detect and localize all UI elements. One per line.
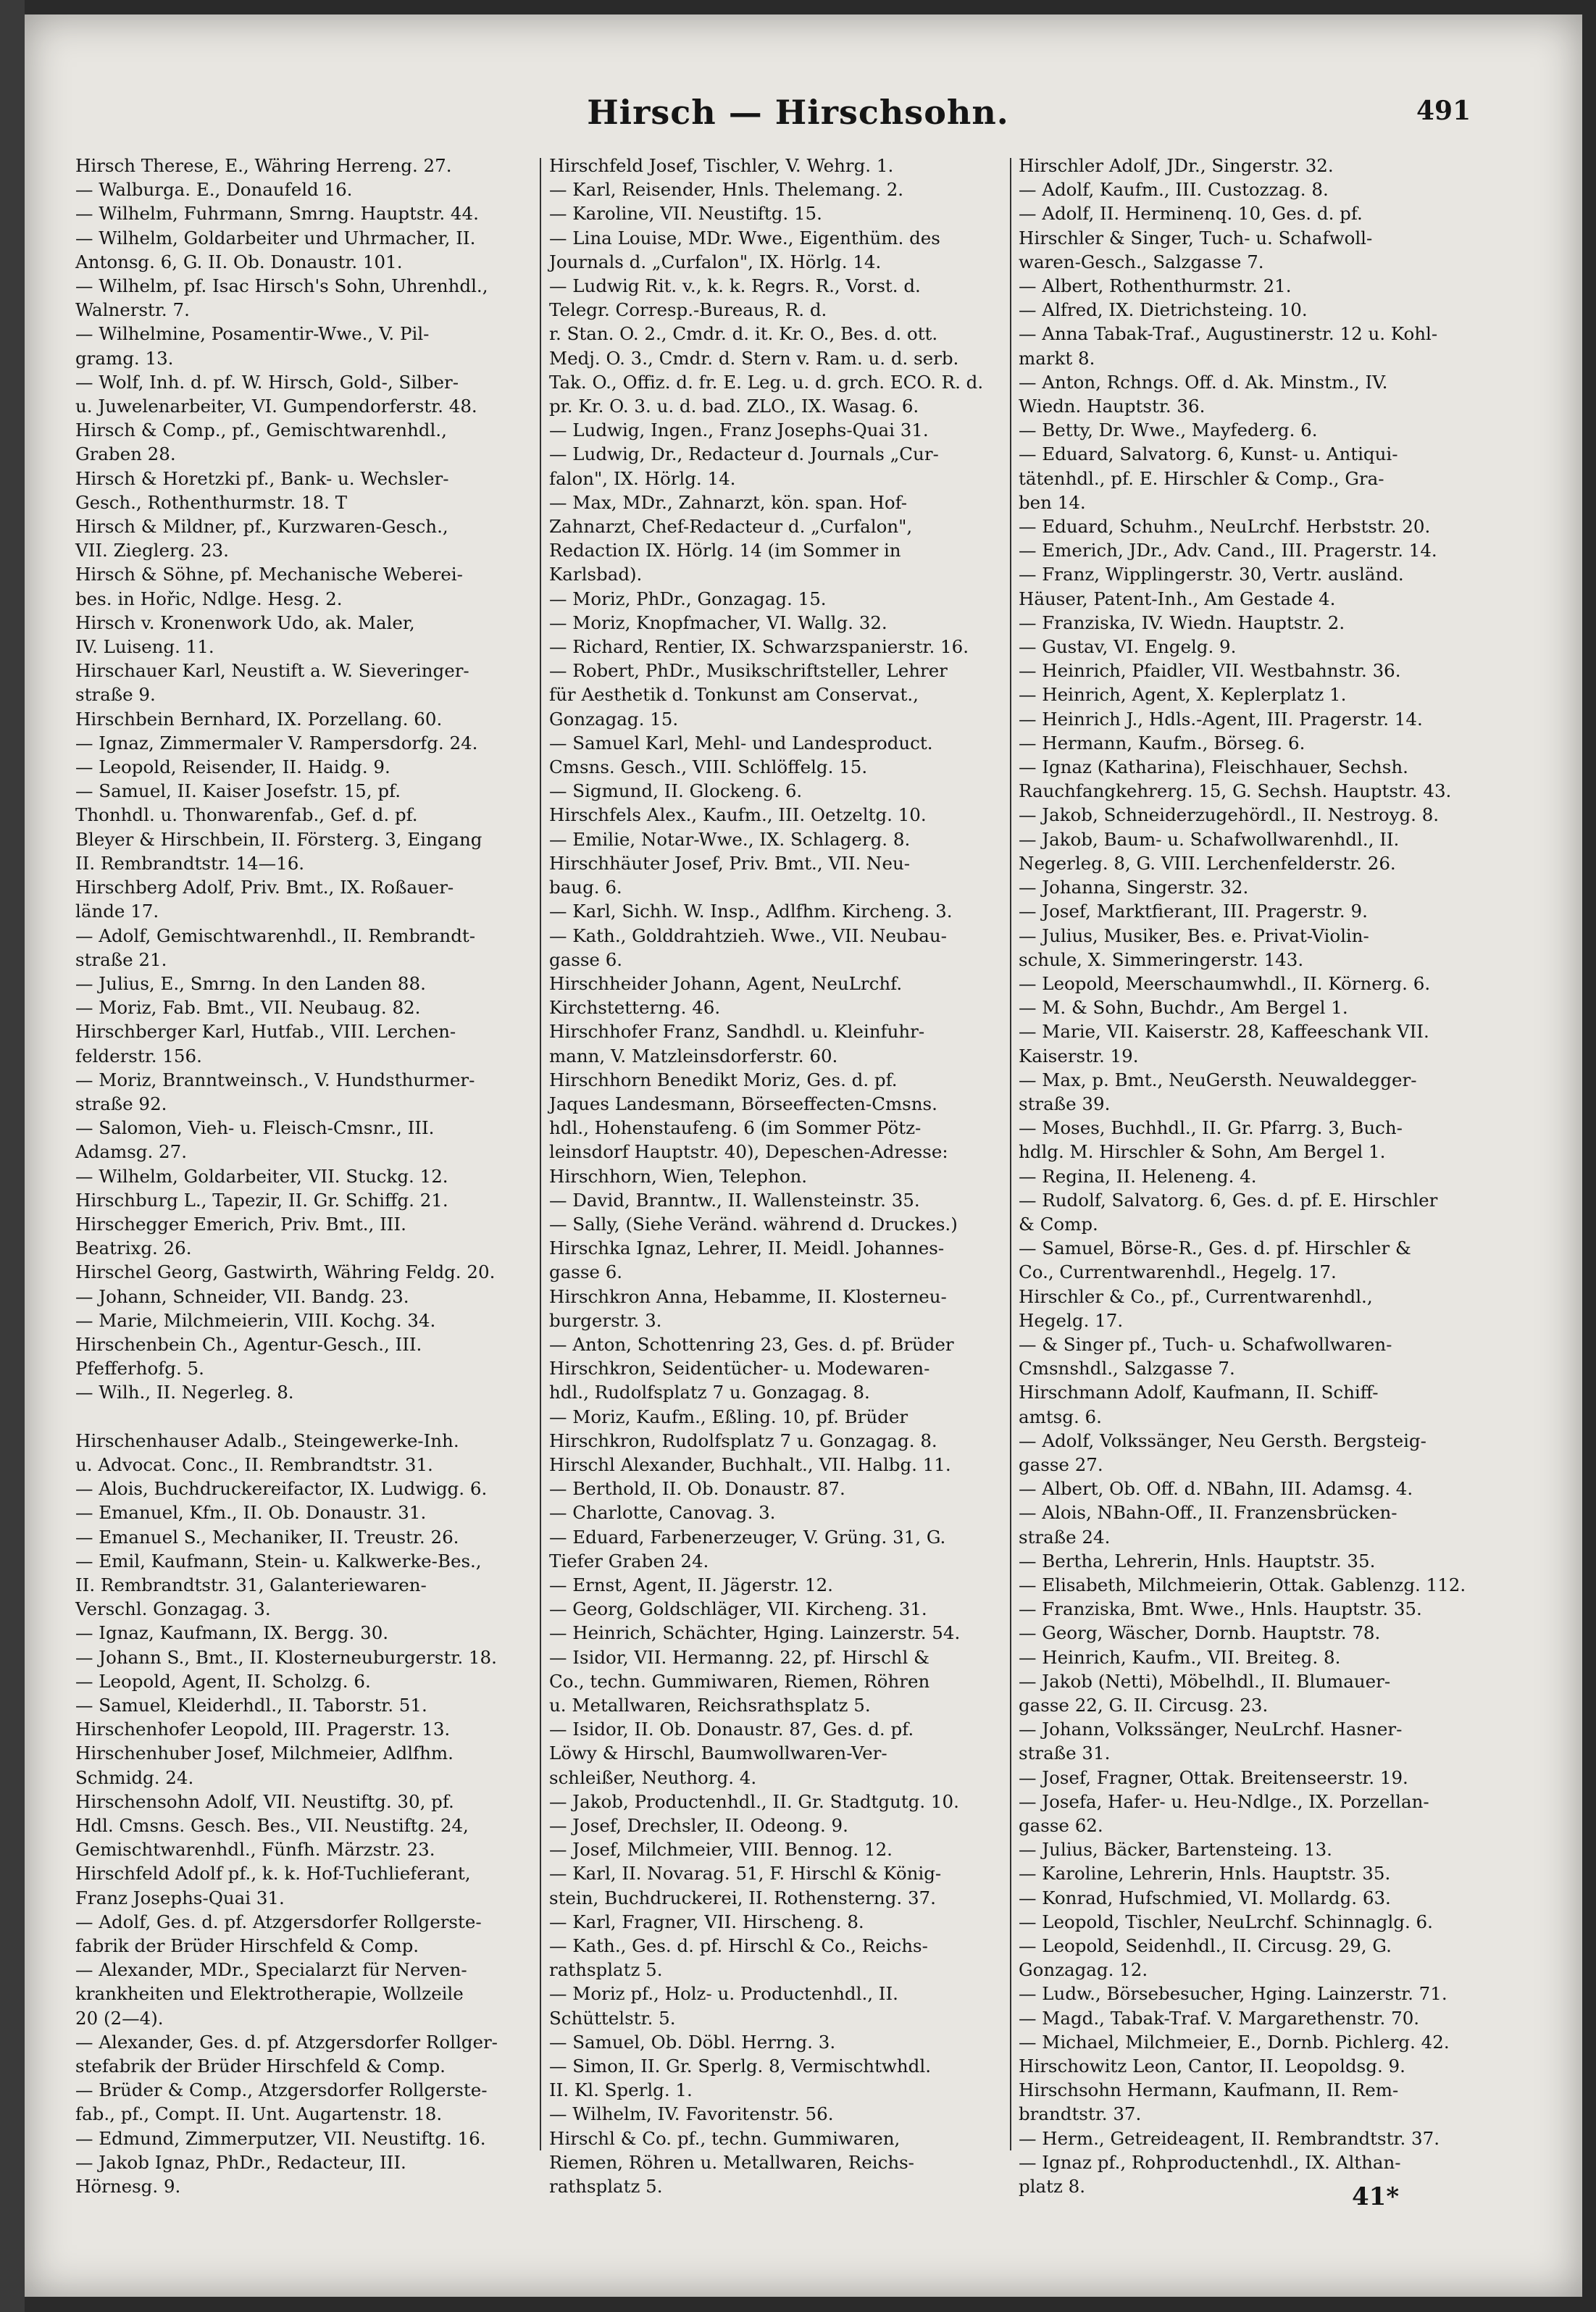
directory-entry-line: — Josef, Fragner, Ottak. Breitenseerstr. 19. xyxy=(1019,1766,1408,1788)
directory-entry-line: Walnerstr. 7. xyxy=(75,299,190,321)
directory-entry-line: — Ludwig, Ingen., Franz Josephs-Quai 31. xyxy=(549,420,929,441)
directory-entry-line: — Moriz, Kaufm., Eßling. 10, pf. Brüder xyxy=(549,1406,908,1427)
directory-entry-line: — Adolf, Gemischtwarenhdl., II. Rembrandt- xyxy=(75,925,476,946)
directory-entry-line: II. Rembrandtstr. 14—16. xyxy=(75,852,305,874)
directory-entry-line: — Karl, Fragner, VII. Hirscheng. 8. xyxy=(549,1911,864,1932)
directory-entry-line: Beatrixg. 26. xyxy=(75,1238,192,1259)
directory-entry-line: Hirsch Therese, E., Währing Herreng. 27. xyxy=(75,155,452,176)
directory-entry-line: — Josefa, Hafer- u. Heu-Ndlge., IX. Porzellan- xyxy=(1019,1790,1429,1812)
directory-entry-line: hdl., Rudolfsplatz 7 u. Gonzagag. 8. xyxy=(549,1382,870,1403)
directory-entry-line: straße 92. xyxy=(75,1093,167,1114)
directory-entry-line: — Franz, Wipplingerstr. 30, Vertr. ausländ. xyxy=(1019,564,1404,585)
directory-entry-line: — Wilhelm, Goldarbeiter und Uhrmacher, II. xyxy=(75,227,476,249)
directory-entry-line: für Aesthetik d. Tonkunst am Conservat., xyxy=(549,684,919,706)
directory-entry-line: Hirsch & Horetzki pf., Bank- u. Wechsler- xyxy=(75,467,449,489)
directory-entry-line: — Georg, Wäscher, Dornb. Hauptstr. 78. xyxy=(1019,1622,1381,1644)
directory-entry-line: — Josef, Marktfierant, III. Pragerstr. 9. xyxy=(1019,901,1368,922)
directory-entry-line: — Johanna, Singerstr. 32. xyxy=(1019,877,1249,898)
directory-entry-line: — Berthold, II. Ob. Donaustr. 87. xyxy=(549,1478,845,1500)
directory-entry-line: gasse 22, G. II. Circusg. 23. xyxy=(1019,1695,1269,1716)
directory-entry-line: — Johann S., Bmt., II. Klosterneuburgerstr. 18. xyxy=(75,1646,497,1668)
directory-entry-line: — Franziska, Bmt. Wwe., Hnls. Hauptstr. 35. xyxy=(1019,1598,1422,1620)
scan-left-edge xyxy=(0,0,25,2312)
directory-entry-line: platz 8. xyxy=(1019,2176,1086,2198)
directory-entry-line: Löwy & Hirschl, Baumwollwaren-Ver- xyxy=(549,1743,887,1764)
directory-entry-line: — Edmund, Zimmerputzer, VII. Neustiftg. 16. xyxy=(75,2127,486,2149)
directory-entry-line: — Heinrich J., Hdls.-Agent, III. Pragerstr. 14. xyxy=(1019,708,1423,730)
directory-entry-line: 20 (2—4). xyxy=(75,2007,164,2029)
directory-entry-line: Tiefer Graben 24. xyxy=(549,1550,709,1572)
directory-entry-line: Hirschmann Adolf, Kaufmann, II. Schiff- xyxy=(1019,1382,1379,1403)
directory-entry-line: Hirschenhuber Josef, Milchmeier, Adlfhm. xyxy=(75,1743,454,1764)
directory-entry-line: Co., techn. Gummiwaren, Riemen, Röhren xyxy=(549,1670,930,1692)
directory-entry-line: ben 14. xyxy=(1019,491,1086,513)
directory-entry-line: — Kath., Ges. d. pf. Hirschl & Co., Reichs- xyxy=(549,1935,928,1957)
directory-entry-line: — Alexander, Ges. d. pf. Atzgersdorfer Rollger- xyxy=(75,2031,498,2053)
directory-entry-line: — Samuel, Ob. Döbl. Herrng. 3. xyxy=(549,2031,836,2053)
directory-entry-line: — Leopold, Tischler, NeuLrchf. Schinnaglg. 6. xyxy=(1019,1911,1433,1932)
directory-entry-line: — Wolf, Inh. d. pf. W. Hirsch, Gold-, Silber- xyxy=(75,371,459,393)
directory-entry-line: Journals d. „Curfalon", IX. Hörlg. 14. xyxy=(549,251,882,272)
directory-entry-line: Hörnesg. 9. xyxy=(75,2176,181,2198)
directory-entry-line: Hirsch v. Kronenwork Udo, ak. Maler, xyxy=(75,612,415,633)
directory-entry-line: Negerleg. 8, G. VIII. Lerchenfelderstr. 26. xyxy=(1019,852,1396,874)
directory-entry-line: Hirschkron, Seidentücher- u. Modewaren- xyxy=(549,1358,930,1380)
directory-entry-line: — Ludwig Rit. v., k. k. Regrs. R., Vorst. d. xyxy=(549,275,921,297)
directory-entry-line: — Sally, (Siehe Veränd. während d. Druckes.) xyxy=(549,1213,958,1235)
directory-entry-line: gasse 27. xyxy=(1019,1453,1103,1475)
directory-entry-line: Wiedn. Hauptstr. 36. xyxy=(1019,396,1206,417)
directory-entry-line: — Bertha, Lehrerin, Hnls. Hauptstr. 35. xyxy=(1019,1550,1376,1572)
directory-entry-line: — Samuel, II. Kaiser Josefstr. 15, pf. xyxy=(75,780,401,802)
directory-entry-line: rathsplatz 5. xyxy=(549,1959,663,1981)
directory-entry-line: — Moriz, Fab. Bmt., VII. Neubaug. 82. xyxy=(75,997,421,1019)
directory-entry-line: Schmidg. 24. xyxy=(75,1766,194,1788)
directory-entry-line: II. Rembrandtstr. 31, Galanteriewaren- xyxy=(75,1574,427,1595)
directory-entry-line: Co., Currentwarenhdl., Hegelg. 17. xyxy=(1019,1261,1337,1283)
directory-entry-line: — Karl, II. Novarag. 51, F. Hirschl & König- xyxy=(549,1863,942,1885)
directory-entry-line: Gonzagag. 12. xyxy=(1019,1959,1148,1981)
directory-entry-line: — Samuel, Kleiderhdl., II. Taborstr. 51. xyxy=(75,1695,427,1716)
directory-entry-line: Riemen, Röhren u. Metallwaren, Reichs- xyxy=(549,2151,914,2173)
directory-entry-line: — Wilhelm, pf. Isac Hirsch's Sohn, Uhrenhdl., xyxy=(75,275,488,297)
directory-entry-line: — Moriz, PhDr., Gonzagag. 15. xyxy=(549,588,827,609)
directory-entry-line: gramg. 13. xyxy=(75,347,174,369)
directory-entry-line: — Franziska, IV. Wiedn. Hauptstr. 2. xyxy=(1019,612,1345,633)
directory-entry-line: Hirschel Georg, Gastwirth, Währing Feldg. 20. xyxy=(75,1261,496,1283)
directory-entry-line: Gesch., Rothenthurmstr. 18. T xyxy=(75,491,348,513)
directory-entry-line: — Ludwig, Dr., Redacteur d. Journals „Cur- xyxy=(549,443,939,465)
directory-entry-line: Hirschenhofer Leopold, III. Pragerstr. 13. xyxy=(75,1719,451,1740)
directory-entry-line: Hirsch & Söhne, pf. Mechanische Weberei- xyxy=(75,564,463,585)
directory-entry-line: Hdl. Cmsns. Gesch. Bes., VII. Neustiftg. 24, xyxy=(75,1815,469,1837)
directory-entry-line: Hirschka Ignaz, Lehrer, II. Meidl. Johannes- xyxy=(549,1238,945,1259)
directory-entry-line: — Karoline, Lehrerin, Hnls. Hauptstr. 35. xyxy=(1019,1863,1391,1885)
directory-entry-line: u. Advocat. Conc., II. Rembrandtstr. 31. xyxy=(75,1453,433,1475)
directory-entry-line: — Emanuel S., Mechaniker, II. Treustr. 26. xyxy=(75,1526,459,1548)
directory-entry-line: stefabrik der Brüder Hirschfeld & Comp. xyxy=(75,2056,446,2077)
directory-entry-line: — Moriz, Knopfmacher, VI. Wallg. 32. xyxy=(549,612,887,633)
signature-mark: 41* xyxy=(1352,2182,1400,2211)
directory-entry-line: — Lina Louise, MDr. Wwe., Eigenthüm. des xyxy=(549,227,940,249)
directory-entry-line: Hirsch & Comp., pf., Gemischtwarenhdl., xyxy=(75,420,447,441)
column-divider xyxy=(540,158,541,2150)
directory-entry-line: — Heinrich, Agent, X. Keplerplatz 1. xyxy=(1019,684,1347,706)
directory-entry-line: burgerstr. 3. xyxy=(549,1309,662,1331)
directory-entry-line: felderstr. 156. xyxy=(75,1045,202,1067)
directory-entry-line: — Emil, Kaufmann, Stein- u. Kalkwerke-Bes., xyxy=(75,1550,482,1572)
directory-entry-line: — Herm., Getreideagent, II. Rembrandtstr. 37. xyxy=(1019,2127,1440,2149)
directory-entry-line: — Kath., Golddrahtzieh. Wwe., VII. Neubau- xyxy=(549,925,947,946)
directory-entry-line: — Alexander, MDr., Specialarzt für Nerven- xyxy=(75,1959,467,1981)
directory-entry-line: straße 39. xyxy=(1019,1093,1111,1114)
directory-entry-line: Hirschler & Co., pf., Currentwarenhdl., xyxy=(1019,1285,1373,1307)
directory-entry-line: — Leopold, Seidenhdl., II. Circusg. 29, G. xyxy=(1019,1935,1392,1957)
directory-entry-line: — Marie, Milchmeierin, VIII. Kochg. 34. xyxy=(75,1309,436,1331)
entry-column-left xyxy=(75,154,532,2198)
directory-entry-line: — Leopold, Meerschaumwhdl., II. Körnerg. 6. xyxy=(1019,972,1431,994)
directory-entry-line: Hirschkron Anna, Hebamme, II. Klosterneu- xyxy=(549,1285,947,1307)
directory-entry-line: — Moriz pf., Holz- u. Productenhdl., II. xyxy=(549,1983,898,2005)
directory-entry-line: — Adolf, Volkssänger, Neu Gersth. Bergsteig- xyxy=(1019,1430,1426,1451)
directory-entry-line: Verschl. Gonzagag. 3. xyxy=(75,1598,271,1620)
directory-entry-line: — Alois, NBahn-Off., II. Franzensbrücken- xyxy=(1019,1502,1397,1524)
directory-entry-line: — Emerich, JDr., Adv. Cand., III. Pragerstr. 14. xyxy=(1019,540,1437,562)
page-number: 491 xyxy=(1416,96,1471,126)
directory-entry-line: Hirschfels Alex., Kaufm., III. Oetzeltg. 10. xyxy=(549,804,927,826)
directory-entry-line: Gemischtwarenhdl., Fünfh. Märzstr. 23. xyxy=(75,1839,435,1861)
directory-entry-line: IV. Luiseng. 11. xyxy=(75,636,214,658)
directory-entry-line: straße 21. xyxy=(75,948,167,970)
directory-entry-line: — Ignaz, Kaufmann, IX. Bergg. 30. xyxy=(75,1622,389,1644)
directory-entry-line: — Johann, Schneider, VII. Bandg. 23. xyxy=(75,1285,409,1307)
directory-entry-line: Medj. O. 3., Cmdr. d. Stern v. Ram. u. d. serb. xyxy=(549,347,959,369)
entry-column-middle xyxy=(549,154,1006,2198)
directory-entry-line: — Anna Tabak-Traf., Augustinerstr. 12 u. Kohl- xyxy=(1019,323,1438,345)
directory-entry-line: Hirschsohn Hermann, Kaufmann, II. Rem- xyxy=(1019,2079,1399,2101)
directory-entry-line: Jaques Landesmann, Börseeffecten-Cmsns. xyxy=(549,1093,937,1114)
directory-entry-line: brandtstr. 37. xyxy=(1019,2103,1142,2125)
directory-entry-line: — Jakob Ignaz, PhDr., Redacteur, III. xyxy=(75,2151,406,2173)
directory-entry-line: Cmsnshdl., Salzgasse 7. xyxy=(1019,1358,1235,1380)
directory-entry-line: — Ernst, Agent, II. Jägerstr. 12. xyxy=(549,1574,833,1595)
directory-entry-line: Hirschheider Johann, Agent, NeuLrchf. xyxy=(549,972,903,994)
directory-entry-line: — Sigmund, II. Glockeng. 6. xyxy=(549,780,803,802)
directory-entry-line: — Regina, II. Heleneng. 4. xyxy=(1019,1165,1257,1187)
directory-entry-line: Hirschberger Karl, Hutfab., VIII. Lerchen- xyxy=(75,1021,456,1043)
directory-entry-line: — Betty, Dr. Wwe., Mayfederg. 6. xyxy=(1019,420,1318,441)
directory-entry-line: — Emanuel, Kfm., II. Ob. Donaustr. 31. xyxy=(75,1502,427,1524)
directory-entry-line: — Isidor, II. Ob. Donaustr. 87, Ges. d. pf. xyxy=(549,1719,914,1740)
directory-entry-line: stein, Buchdruckerei, II. Rothensterng. 37. xyxy=(549,1887,936,1908)
directory-entry-line: lände 17. xyxy=(75,901,159,922)
directory-entry-line: rathsplatz 5. xyxy=(549,2176,663,2198)
directory-entry-line: — Alois, Buchdruckereifactor, IX. Ludwigg. 6. xyxy=(75,1478,488,1500)
directory-entry-line: Zahnarzt, Chef-Redacteur d. „Curfalon", xyxy=(549,516,913,538)
directory-entry-line: Hirschfeld Josef, Tischler, V. Wehrg. 1. xyxy=(549,155,894,176)
directory-entry-line: — Charlotte, Canovag. 3. xyxy=(549,1502,776,1524)
directory-entry-line: — Johann, Volkssänger, NeuLrchf. Hasner- xyxy=(1019,1719,1403,1740)
directory-entry-line: Tak. O., Offiz. d. fr. E. Leg. u. d. grch. ECO. R. d. xyxy=(549,371,984,393)
directory-entry-line: — Albert, Ob. Off. d. NBahn, III. Adamsg. 4. xyxy=(1019,1478,1413,1500)
directory-entry-line: — Anton, Schottenring 23, Ges. d. pf. Brüder xyxy=(549,1333,954,1355)
directory-entry-line: Häuser, Patent-Inh., Am Gestade 4. xyxy=(1019,588,1336,609)
directory-entry-line: Bleyer & Hirschbein, II. Försterg. 3, Eingang xyxy=(75,828,482,850)
directory-entry-line: VII. Zieglerg. 23. xyxy=(75,540,229,562)
directory-entry-line: Rauchfangkehrerg. 15, G. Sechsh. Hauptstr. 43. xyxy=(1019,780,1452,802)
directory-entry-line: — Jakob, Baum- u. Schafwollwarenhdl., II. xyxy=(1019,828,1400,850)
directory-entry-line: pr. Kr. O. 3. u. d. bad. ZLO., IX. Wasag. 6. xyxy=(549,396,919,417)
directory-entry-line: Franz Josephs-Quai 31. xyxy=(75,1887,285,1908)
directory-entry-line: — Albert, Rothenthurmstr. 21. xyxy=(1019,275,1292,297)
directory-entry-line: — Julius, E., Smrng. In den Landen 88. xyxy=(75,972,426,994)
directory-entry-line: u. Juwelenarbeiter, VI. Gumpendorferstr. 48. xyxy=(75,396,477,417)
directory-entry-line: Gonzagag. 15. xyxy=(549,708,679,730)
directory-entry-line xyxy=(75,1405,532,1429)
directory-entry-line: — Michael, Milchmeier, E., Dornb. Pichlerg. 42. xyxy=(1019,2031,1450,2053)
directory-entry-line: & Comp. xyxy=(1019,1213,1098,1235)
directory-entry-line: gasse 6. xyxy=(549,948,623,970)
directory-entry-line: u. Metallwaren, Reichsrathsplatz 5. xyxy=(549,1695,871,1716)
directory-entry-line: — Wilhelm, IV. Favoritenstr. 56. xyxy=(549,2103,834,2125)
directory-entry-line: — Elisabeth, Milchmeierin, Ottak. Gablenzg. 112. xyxy=(1019,1574,1466,1595)
directory-entry-line: Schüttelstr. 5. xyxy=(549,2007,676,2029)
directory-entry-line: — Leopold, Agent, II. Scholzg. 6. xyxy=(75,1670,371,1692)
directory-entry-line: — Wilhelm, Goldarbeiter, VII. Stuckg. 12. xyxy=(75,1165,448,1187)
directory-entry-line: — & Singer pf., Tuch- u. Schafwollwaren- xyxy=(1019,1333,1392,1355)
directory-entry-line: — Marie, VII. Kaiserstr. 28, Kaffeeschank VII. xyxy=(1019,1021,1429,1043)
directory-entry-line: — Rudolf, Salvatorg. 6, Ges. d. pf. E. Hirschler xyxy=(1019,1189,1438,1211)
directory-entry-line: — Julius, Musiker, Bes. e. Privat-Violin- xyxy=(1019,925,1369,946)
directory-entry-line: — Hermann, Kaufm., Börseg. 6. xyxy=(1019,732,1305,754)
directory-entry-line: — Julius, Bäcker, Bartensteing. 13. xyxy=(1019,1839,1332,1861)
directory-entry-line: — Eduard, Salvatorg. 6, Kunst- u. Antiqui- xyxy=(1019,443,1398,465)
directory-entry-line: — Georg, Goldschläger, VII. Kircheng. 31. xyxy=(549,1598,927,1620)
directory-entry-line: fabrik der Brüder Hirschfeld & Comp. xyxy=(75,1935,419,1957)
directory-entry-line: Hirschler & Singer, Tuch- u. Schafwoll- xyxy=(1019,227,1373,249)
directory-entry-line: schleißer, Neuthorg. 4. xyxy=(549,1766,757,1788)
directory-entry-line: Hirschensohn Adolf, VII. Neustiftg. 30, pf. xyxy=(75,1790,454,1812)
directory-entry-line: — Eduard, Farbenerzeuger, V. Grüng. 31, G. xyxy=(549,1526,946,1548)
directory-entry-line: r. Stan. O. 2., Cmdr. d. it. Kr. O., Bes. d. ott. xyxy=(549,323,938,345)
directory-entry-line: Hirschenbein Ch., Agentur-Gesch., III. xyxy=(75,1333,422,1355)
directory-entry-line: Hirschowitz Leon, Cantor, II. Leopoldsg. 9. xyxy=(1019,2056,1405,2077)
directory-entry-line: Hirschauer Karl, Neustift a. W. Sieveringer- xyxy=(75,660,469,682)
directory-entry-line: markt 8. xyxy=(1019,347,1095,369)
directory-entry-line: — Karl, Reisender, Hnls. Thelemang. 2. xyxy=(549,179,904,201)
directory-entry-line: fab., pf., Compt. II. Unt. Augartenstr. 18. xyxy=(75,2103,443,2125)
directory-entry-line: — Jakob (Netti), Möbelhdl., II. Blumauer- xyxy=(1019,1670,1391,1692)
directory-entry-line: — Adolf, Ges. d. pf. Atzgersdorfer Rollgerste- xyxy=(75,1911,482,1932)
directory-entry-line: Hirschbein Bernhard, IX. Porzellang. 60. xyxy=(75,708,443,730)
directory-entry-line: — Leopold, Reisender, II. Haidg. 9. xyxy=(75,756,390,778)
directory-entry-line: Telegr. Corresp.-Bureaus, R. d. xyxy=(549,299,827,321)
directory-entry-line: Antonsg. 6, G. II. Ob. Donaustr. 101. xyxy=(75,251,403,272)
directory-entry-line: — David, Branntw., II. Wallensteinstr. 35. xyxy=(549,1189,920,1211)
directory-entry-line: krankheiten und Elektrotherapie, Wollzeile xyxy=(75,1983,464,2005)
directory-entry-line: Hirschkron, Rudolfsplatz 7 u. Gonzagag. 8. xyxy=(549,1430,937,1451)
directory-entry-line: hdl., Hohenstaufeng. 6 (im Sommer Pötz- xyxy=(549,1117,922,1139)
directory-entry-line: Hirschfeld Adolf pf., k. k. Hof-Tuchlieferant, xyxy=(75,1863,471,1885)
directory-entry-line: bes. in Hořic, Ndlge. Hesg. 2. xyxy=(75,588,343,609)
directory-entry-line: Hirschhorn Benedikt Moriz, Ges. d. pf. xyxy=(549,1069,898,1090)
directory-entry-line: mann, V. Matzleinsdorferstr. 60. xyxy=(549,1045,838,1067)
directory-entry-line: Hirschegger Emerich, Priv. Bmt., III. xyxy=(75,1213,406,1235)
directory-entry-line: Hirschhorn, Wien, Telephon. xyxy=(549,1165,808,1187)
directory-entry-line: — Robert, PhDr., Musikschriftsteller, Lehrer xyxy=(549,660,948,682)
directory-entry-line: tätenhdl., pf. E. Hirschler & Comp., Gra- xyxy=(1019,467,1384,489)
column-divider xyxy=(1010,158,1011,2150)
directory-entry-line: — Wilhelmine, Posamentir-Wwe., V. Pil- xyxy=(75,323,430,345)
directory-entry-line: straße 24. xyxy=(1019,1526,1111,1548)
directory-entry-line: Hirschburg L., Tapezir, II. Gr. Schiffg. 21. xyxy=(75,1189,448,1211)
directory-entry-line: — Josef, Drechsler, II. Odeong. 9. xyxy=(549,1815,848,1837)
directory-entry-line: — Brüder & Comp., Atzgersdorfer Rollgerste- xyxy=(75,2079,488,2101)
directory-entry-line: leinsdorf Hauptstr. 40), Depeschen-Adresse: xyxy=(549,1141,948,1163)
directory-entry-line: — Heinrich, Pfaidler, VII. Westbahnstr. 36. xyxy=(1019,660,1401,682)
directory-entry-line: Adamsg. 27. xyxy=(75,1141,188,1163)
directory-entry-line: — Ignaz pf., Rohproductenhdl., IX. Althan- xyxy=(1019,2151,1401,2173)
directory-entry-line: — Alfred, IX. Dietrichsteing. 10. xyxy=(1019,299,1308,321)
directory-entry-line: — Walburga. E., Donaufeld 16. xyxy=(75,179,353,201)
directory-entry-line: — Heinrich, Schächter, Hging. Lainzerstr. 54. xyxy=(549,1622,961,1644)
directory-entry-line: Hirschhofer Franz, Sandhdl. u. Kleinfuhr- xyxy=(549,1021,925,1043)
directory-entry-line: — Adolf, Kaufm., III. Custozzag. 8. xyxy=(1019,179,1329,201)
directory-entry-line: Hegelg. 17. xyxy=(1019,1309,1124,1331)
directory-entry-line: Redaction IX. Hörlg. 14 (im Sommer in xyxy=(549,540,901,562)
directory-entry-line: — Karl, Sichh. W. Insp., Adlfhm. Kircheng. 3. xyxy=(549,901,953,922)
directory-entry-line: — Konrad, Hufschmied, VI. Mollardg. 63. xyxy=(1019,1887,1391,1908)
directory-entry-line: — Isidor, VII. Hermanng. 22, pf. Hirschl & xyxy=(549,1646,929,1668)
directory-entry-line: — Moses, Buchhdl., II. Gr. Pfarrg. 3, Buch- xyxy=(1019,1117,1403,1139)
directory-entry-line: gasse 6. xyxy=(549,1261,623,1283)
directory-entry-line: — Emilie, Notar-Wwe., IX. Schlagerg. 8. xyxy=(549,828,911,850)
directory-entry-line: — Max, p. Bmt., NeuGersth. Neuwaldegger- xyxy=(1019,1069,1417,1090)
directory-entry-line: — Samuel, Börse-R., Ges. d. pf. Hirschler & xyxy=(1019,1238,1411,1259)
directory-entry-line: — Josef, Milchmeier, VIII. Bennog. 12. xyxy=(549,1839,893,1861)
directory-entry-line: — Salomon, Vieh- u. Fleisch-Cmsnr., III. xyxy=(75,1117,435,1139)
directory-entry-line: — Jakob, Schneiderzugehördl., II. Nestroyg. 8. xyxy=(1019,804,1440,826)
directory-entry-line: Hirschl & Co. pf., techn. Gummiwaren, xyxy=(549,2127,901,2149)
directory-entry-line: — Ignaz, Zimmermaler V. Rampersdorfg. 24. xyxy=(75,732,478,754)
directory-entry-line: — Samuel Karl, Mehl- und Landesproduct. xyxy=(549,732,933,754)
directory-entry-line: Karlsbad). xyxy=(549,564,643,585)
directory-entry-line: Kirchstetterng. 46. xyxy=(549,997,721,1019)
directory-entry-line: — Max, MDr., Zahnarzt, kön. span. Hof- xyxy=(549,491,908,513)
directory-entry-line: II. Kl. Sperlg. 1. xyxy=(549,2079,693,2101)
directory-entry-line: falon", IX. Hörlg. 14. xyxy=(549,467,736,489)
directory-entry-line: — Eduard, Schuhm., NeuLrchf. Herbststr. 20. xyxy=(1019,516,1431,538)
directory-entry-line: Hirsch & Mildner, pf., Kurzwaren-Gesch., xyxy=(75,516,448,538)
directory-entry-line: — Jakob, Productenhdl., II. Gr. Stadtgutg. 10. xyxy=(549,1790,959,1812)
directory-entry-line: — M. & Sohn, Buchdr., Am Bergel 1. xyxy=(1019,997,1348,1019)
directory-entry-line: waren-Gesch., Salzgasse 7. xyxy=(1019,251,1264,272)
directory-entry-line: gasse 62. xyxy=(1019,1815,1103,1837)
directory-entry-line: — Heinrich, Kaufm., VII. Breiteg. 8. xyxy=(1019,1646,1341,1668)
directory-entry-line: — Magd., Tabak-Traf. V. Margarethenstr. 70. xyxy=(1019,2007,1420,2029)
directory-entry-line: Hirschhäuter Josef, Priv. Bmt., VII. Neu- xyxy=(549,852,911,874)
directory-entry-line: — Wilhelm, Fuhrmann, Smrng. Hauptstr. 44. xyxy=(75,203,479,225)
directory-entry-line: — Ignaz (Katharina), Fleischhauer, Sechsh. xyxy=(1019,756,1408,778)
directory-entry-line: Kaiserstr. 19. xyxy=(1019,1045,1139,1067)
directory-entry-line: Cmsns. Gesch., VIII. Schlöffelg. 15. xyxy=(549,756,868,778)
directory-entry-line: — Karoline, VII. Neustiftg. 15. xyxy=(549,203,822,225)
directory-entry-line: straße 31. xyxy=(1019,1743,1111,1764)
directory-entry-line: — Moriz, Branntweinsch., V. Hundsthurmer- xyxy=(75,1069,475,1090)
directory-entry-line: Hirschberg Adolf, Priv. Bmt., IX. Roßauer- xyxy=(75,877,454,898)
directory-entry-line: Graben 28. xyxy=(75,443,176,465)
directory-entry-line: Pfefferhofg. 5. xyxy=(75,1358,204,1380)
directory-entry-line: — Wilh., II. Negerleg. 8. xyxy=(75,1382,294,1403)
page-title: Hirsch — Hirschsohn. xyxy=(587,93,1009,132)
directory-entry-line: schule, X. Simmeringerstr. 143. xyxy=(1019,948,1304,970)
directory-entry-line: Hirschenhauser Adalb., Steingewerke-Inh. xyxy=(75,1430,459,1451)
directory-entry-line: straße 9. xyxy=(75,684,156,706)
directory-entry-line: baug. 6. xyxy=(549,877,622,898)
directory-entry-line: — Adolf, II. Herminenq. 10, Ges. d. pf. xyxy=(1019,203,1363,225)
directory-entry-line: — Ludw., Börsebesucher, Hging. Lainzerstr. 71. xyxy=(1019,1983,1447,2005)
directory-entry-line: Thonhdl. u. Thonwarenfab., Gef. d. pf. xyxy=(75,804,418,826)
directory-entry-line: — Richard, Rentier, IX. Schwarzspanierstr. 16. xyxy=(549,636,969,658)
directory-entry-line: amtsg. 6. xyxy=(1019,1406,1102,1427)
directory-entry-line: — Gustav, VI. Engelg. 9. xyxy=(1019,636,1237,658)
directory-entry-line: — Simon, II. Gr. Sperlg. 8, Vermischtwhdl. xyxy=(549,2056,931,2077)
directory-entry-line: Hirschl Alexander, Buchhalt., VII. Halbg. 11. xyxy=(549,1453,951,1475)
directory-entry-line: Hirschler Adolf, JDr., Singerstr. 32. xyxy=(1019,155,1334,176)
directory-entry-line: — Anton, Rchngs. Off. d. Ak. Minstm., IV. xyxy=(1019,371,1388,393)
directory-entry-line: hdlg. M. Hirschler & Sohn, Am Bergel 1. xyxy=(1019,1141,1386,1163)
